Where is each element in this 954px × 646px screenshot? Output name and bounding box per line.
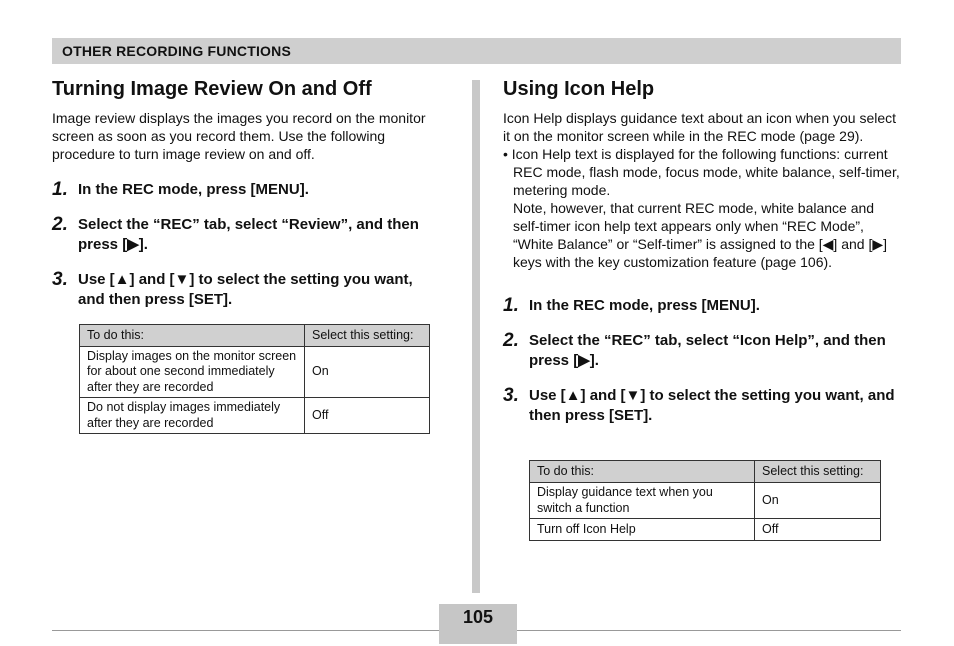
step-number: 3.: [52, 269, 68, 290]
right-note: Note, however, that current REC mode, white balance and self-timer icon help text appears only when “REC Mode”, “White Balance” or “Self-timer” is assigned to the [◀] and [▶] keys with the key customization feature (page 106).: [513, 200, 888, 270]
table-cell: Display images on the monitor screen for about one second immediately after they are recorded: [80, 347, 305, 398]
table-cell: Turn off Icon Help: [530, 519, 755, 541]
section-header-bar: [52, 38, 901, 64]
right-step-1: [503, 296, 903, 316]
table-row: [530, 519, 881, 541]
step-text: In the REC mode, press [MENU].: [529, 297, 760, 314]
table-row: [80, 347, 430, 398]
right-heading: Using Icon Help: [503, 78, 655, 100]
step-number: 1.: [52, 179, 68, 200]
page-number-box: [439, 604, 517, 644]
table-header-cell: Select this setting:: [305, 325, 430, 347]
table-cell: Off: [305, 398, 430, 434]
table-cell: On: [755, 483, 881, 519]
table-row: [530, 483, 881, 519]
step-number: 2.: [503, 330, 519, 351]
step-number: 3.: [503, 385, 519, 406]
table-cell: On: [305, 347, 430, 398]
right-bullet: • Icon Help text is displayed for the following functions: current REC mode, flash mode, focus mode, white balance, self-timer, metering mode.: [503, 146, 900, 198]
step-text: Use [▲] and [▼] to select the setting you want, and then press [SET].: [78, 271, 413, 308]
column-divider: [472, 80, 480, 593]
step-text: In the REC mode, press [MENU].: [78, 181, 309, 198]
left-heading: Turning Image Review On and Off: [52, 78, 372, 100]
step-number: 2.: [52, 214, 68, 235]
table-cell: Display guidance text when you switch a function: [530, 483, 755, 519]
left-settings-table: [79, 324, 430, 434]
left-step-3: [52, 270, 432, 310]
table-header-row: [80, 325, 430, 347]
left-intro: Image review displays the images you record on the monitor screen as soon as you record them. Use the following procedure to turn image review on and off.: [52, 110, 426, 162]
table-cell: Off: [755, 519, 881, 541]
right-step-3: [503, 386, 903, 426]
right-step-2: [503, 331, 903, 371]
table-header-row: [530, 461, 881, 483]
table-header-cell: Select this setting:: [755, 461, 881, 483]
right-column: [503, 78, 903, 541]
step-text: Use [▲] and [▼] to select the setting you want, and then press [SET].: [529, 387, 895, 424]
table-row: [80, 398, 430, 434]
section-header-title: OTHER RECORDING FUNCTIONS: [62, 43, 291, 59]
left-column: [52, 78, 432, 434]
left-step-1: [52, 180, 432, 200]
table-cell: Do not display images immediately after they are recorded: [80, 398, 305, 434]
right-settings-table: [529, 460, 881, 541]
step-number: 1.: [503, 295, 519, 316]
right-intro: Icon Help displays guidance text about an icon when you select it on the monitor screen while in the REC mode (page 29).: [503, 110, 897, 144]
left-step-2: [52, 215, 432, 255]
step-text: Select the “REC” tab, select “Review”, and then press [▶].: [78, 216, 419, 253]
step-text: Select the “REC” tab, select “Icon Help”, and then press [▶].: [529, 332, 886, 369]
page-number: 105: [462, 607, 494, 627]
table-header-cell: To do this:: [530, 461, 755, 483]
table-header-cell: To do this:: [80, 325, 305, 347]
